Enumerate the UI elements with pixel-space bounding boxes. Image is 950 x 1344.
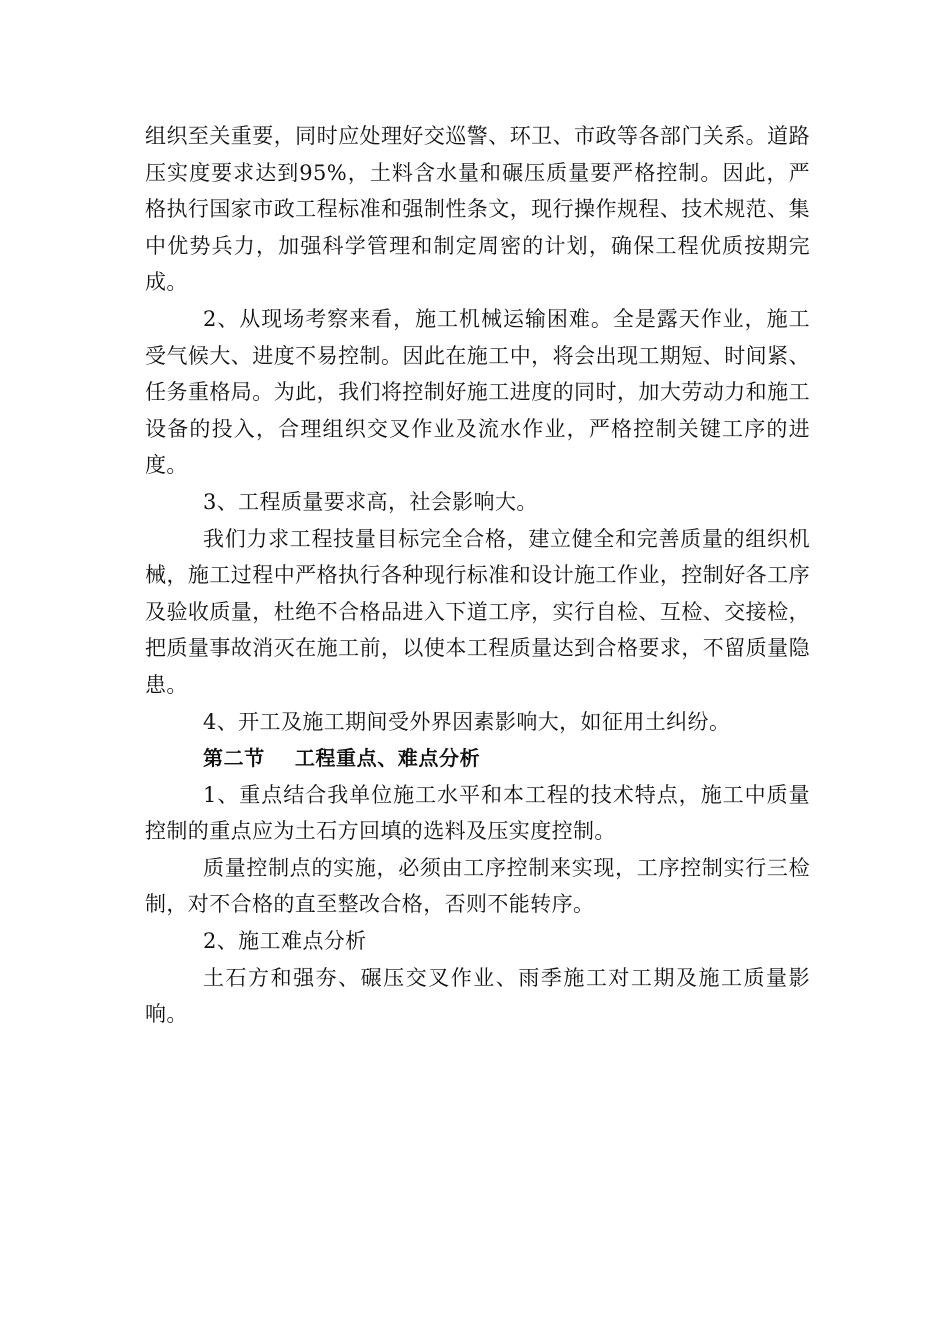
paragraph-point-4: 4、开工及施工期间受外界因素影响大，如征用土纠纷。	[203, 709, 731, 734]
document-page	[145, 118, 810, 1033]
paragraph-point-2: 2、从现场考察来看，施工机械运输困难。全是露天作业，施工受气候大、进度不易控制。因此在施工中，将会出现工期短、时间紧、任务重格局。为此，我们将控制好施工进度的同时，加大劳动力和施工设备的投入，合理组织交叉作业及流水作业，严格控制关键工序的进度。	[145, 306, 810, 478]
paragraph-quality-goal: 我们力求工程技量目标完全合格，建立健全和完善质量的组织机械，施工过程中严格执行各种现行标准和设计施工作业，控制好各工序及验收质量，杜绝不合格品进入下道工序，实行自检、互检、交接检，把质量事故消灭在施工前，以使本工程质量达到合格要求，不留质量隐患。	[145, 526, 810, 697]
paragraph-difficulty-heading: 2、施工难点分析	[203, 929, 367, 954]
section-number: 第二节	[203, 746, 265, 771]
paragraph-key-point-1: 1、重点结合我单位施工水平和本工程的技术特点，施工中质量控制的重点应为土石方回填的选料及压实度控制。	[145, 782, 810, 844]
paragraph-point-3: 3、工程质量要求高，社会影响大。	[203, 489, 538, 514]
paragraph-intro-continued: 组织至关重要，同时应处理好交巡警、环卫、市政等各部门关系。道路压实度要求达到95%，土料含水量和碾压质量要严格控制。因此，严格执行国家市政工程标准和强制性条文，现行操作规程、技术规范、集中优势兵力，加强科学管理和制定周密的计划，确保工程优质按期完成。	[145, 124, 810, 295]
paragraph-quality-control: 质量控制点的实施，必须由工序控制来实现，工序控制实行三检制，对不合格的直至整改合格，否则不能转序。	[145, 855, 810, 917]
paragraph-difficulty-detail: 土石方和强夯、碾压交叉作业、雨季施工对工期及施工质量影响。	[145, 965, 810, 1027]
section-heading	[145, 740, 810, 777]
section-title: 工程重点、难点分析	[294, 746, 481, 771]
